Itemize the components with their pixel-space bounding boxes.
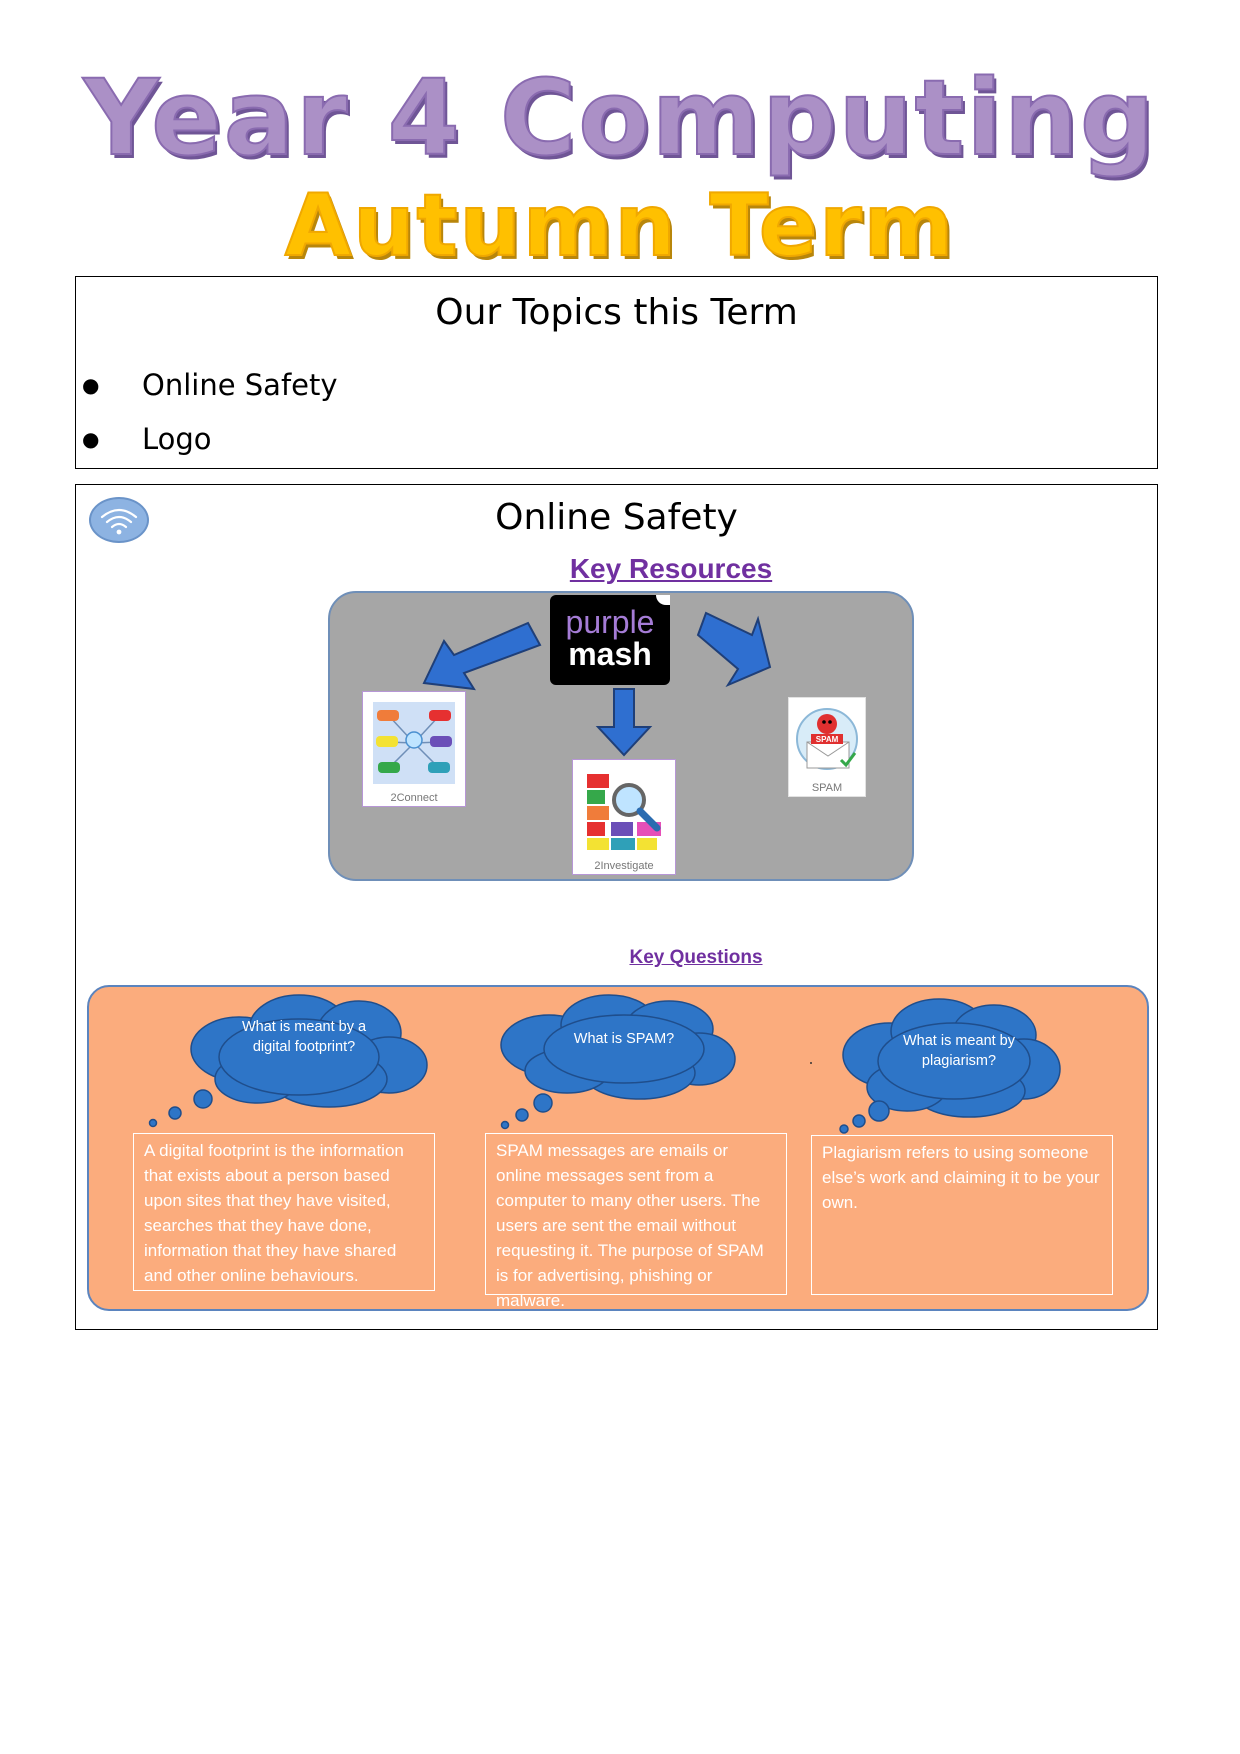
app-label: 2Investigate [594, 860, 654, 872]
logo-bite [656, 595, 670, 605]
online-safety-heading: Online Safety [495, 497, 738, 538]
mind-map-icon [373, 702, 455, 784]
answer-box: A digital footprint is the information that exists about a person based upon sites that they have visited, searches that they have done, information that they have shared and other online behaviours. [133, 1133, 435, 1291]
thought-cloud-2 [501, 995, 735, 1129]
logo-text-purple: purple [565, 604, 655, 640]
bullet-icon: ● [82, 427, 100, 451]
app-tile-2investigate[interactable] [572, 759, 676, 875]
question-text: What is meant by a digital footprint? [241, 1019, 367, 1055]
key-questions-panel [87, 985, 1149, 1311]
topic-item [76, 419, 1157, 459]
topic-item [76, 365, 1157, 405]
app-tile-spam[interactable] [788, 697, 866, 797]
question-text: What is meant by plagiarism? [902, 1033, 1015, 1069]
arrow-down-icon [598, 689, 650, 755]
topics-heading: Our Topics this Term [435, 292, 798, 333]
key-resources-heading: Key Resources [569, 553, 773, 584]
topics-section [75, 276, 1158, 469]
online-safety-section [75, 484, 1158, 1330]
page-subtitle: Autumn Term [284, 176, 956, 276]
thought-cloud-1 [150, 995, 428, 1127]
spam-mail-icon [795, 704, 859, 774]
svg-text:SPAM: SPAM [815, 735, 839, 744]
key-questions-heading: Key Questions [629, 947, 763, 968]
app-tile-2connect[interactable] [362, 691, 466, 807]
page-title: Year 4 Computing [83, 57, 1157, 179]
app-label: 2Connect [390, 792, 438, 804]
answer-box: SPAM messages are emails or online messages sent from a computer to many other users. The users are sent the email without requesting it. The purpose of SPAM is for advertising, phishing or malware. [485, 1133, 787, 1295]
arrow-left-icon [424, 623, 540, 689]
topic-label: Online Safety [142, 368, 338, 402]
app-label: SPAM [811, 782, 843, 794]
logo-text-mash: mash [568, 636, 652, 672]
purple-mash-logo[interactable] [550, 595, 670, 685]
answer-box: Plagiarism refers to using someone else’s work and claiming it to be your own. [811, 1135, 1113, 1295]
bullet-icon: ● [82, 373, 100, 397]
topic-label: Logo [142, 422, 212, 456]
database-search-icon [583, 770, 667, 854]
arrow-right-icon [698, 613, 770, 685]
question-text: What is SPAM? [573, 1031, 675, 1047]
